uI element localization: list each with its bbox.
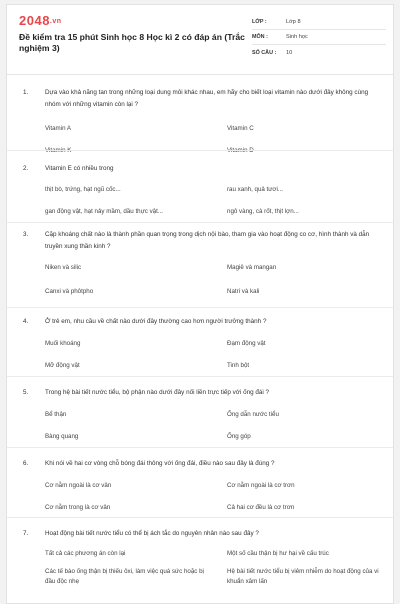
question-text: 7. Hoạt động bài tiết nước tiểu có thể bị ách tắc do nguyên nhân nào sau đây ?	[23, 528, 379, 540]
meta-value: Sinh học	[286, 34, 308, 40]
question-text: 5. Trong hệ bài tiết nước tiểu, bộ phận nào dưới đây nối liền trực tiếp với ống đái ?	[23, 387, 379, 399]
answer-option[interactable]: Ống dẫn nước tiểu	[227, 411, 279, 418]
meta-row-subject	[252, 30, 386, 45]
document-header	[7, 5, 393, 69]
question-5	[7, 376, 393, 447]
answer-option[interactable]: rau xanh, quả tươi...	[227, 186, 284, 193]
answer-option[interactable]: Một số cầu thận bị hư hại về cấu trúc	[227, 550, 329, 557]
answer-option[interactable]: Vitamin K	[45, 147, 72, 154]
question-number: 6.	[23, 460, 29, 467]
meta-row-grade	[252, 15, 386, 30]
question-number: 1.	[23, 89, 29, 96]
meta-value: 10	[286, 49, 293, 56]
question-number: 3.	[23, 231, 29, 238]
answer-options	[23, 185, 379, 217]
logo-text: 2048	[19, 13, 50, 28]
logo-tld: .vn	[49, 18, 62, 26]
answer-option[interactable]: Hệ bài tiết nước tiểu bị viêm nhiễm do hoạt động của vi khuẩn xâm lấn	[227, 568, 379, 585]
answer-option[interactable]: Mỡ động vật	[45, 362, 80, 369]
answer-options	[23, 481, 379, 513]
answer-option[interactable]: gan động vật, hạt nảy mầm, dầu thực vật...	[45, 208, 163, 215]
question-text: 1. Dựa vào khả năng tan trong những loại dung môi khác nhau, em hãy cho biết loại vitamin nào dưới đây không cùng nhóm với những vitamin còn lại ?	[23, 89, 369, 108]
question-4	[7, 307, 393, 376]
answer-option[interactable]: Ống góp	[227, 433, 251, 440]
answer-options	[23, 549, 379, 587]
question-text: 2. Vitamin E có nhiều trong	[23, 163, 379, 175]
answer-option[interactable]: Cơ nằm ngoài là cơ vân	[45, 482, 112, 489]
answer-options	[23, 263, 379, 297]
answer-option[interactable]: Natri và kali	[227, 288, 260, 295]
meta-label: SỐ CÂU :	[252, 49, 277, 56]
answer-option[interactable]: ngô vàng, cà rốt, thịt lợn...	[227, 208, 299, 215]
answer-option[interactable]: Cơ nằm ngoài là cơ trơn	[227, 482, 295, 489]
question-number: 5.	[23, 389, 29, 396]
question-2	[7, 150, 393, 222]
meta-row-count	[252, 45, 386, 60]
question-text: 3. Cặp khoáng chất nào là thành phần quan trọng trong dịch nội bào, tham gia vào hoạt động co cơ, hình thành và dẫn truyền xung thần kinh ?	[23, 231, 370, 250]
answer-option[interactable]: Niken và silic	[45, 264, 82, 271]
answer-options	[23, 410, 379, 442]
answer-option[interactable]: Các tế bào ống thận bị thiếu ôxi, làm việc quá sức hoặc bị đầu độc nhẹ	[45, 568, 204, 585]
question-number: 2.	[23, 165, 29, 172]
question-text: 6. Khi nói về hai cơ vòng chỗ bóng đái thông với ống đái, điều nào sau đây là đúng ?	[23, 458, 379, 470]
answer-option[interactable]: Đạm động vật	[227, 340, 266, 347]
meta-value: Lớp 8	[286, 19, 301, 25]
answer-option[interactable]: Vitamin A	[45, 125, 72, 132]
test-meta-table	[252, 15, 386, 60]
answer-option[interactable]: Cơ nằm trong là cơ vân	[45, 504, 111, 511]
question-number: 4.	[23, 318, 29, 325]
meta-label: LỚP :	[252, 19, 267, 25]
answer-option[interactable]: Tất cả các phương án còn lại	[45, 550, 126, 557]
answer-option[interactable]: thịt bò, trứng, hạt ngũ cốc...	[45, 186, 121, 193]
answer-option[interactable]: Vitamin C	[227, 125, 254, 132]
answer-option[interactable]: Bể thận	[45, 411, 67, 418]
answer-option[interactable]: Bàng quang	[45, 433, 79, 440]
answer-options	[23, 339, 379, 371]
answer-option[interactable]: Vitamin D	[227, 147, 254, 154]
question-list	[7, 75, 393, 602]
question-7	[7, 517, 393, 602]
answer-option[interactable]: Canxi và phôtpho	[45, 288, 94, 295]
answer-option[interactable]: Tinh bột	[227, 362, 250, 369]
question-text: 4. Ở trẻ em, nhu cầu về chất nào dưới đây thường cao hơn người trưởng thành ?	[23, 316, 379, 328]
answer-option[interactable]: Cả hai cơ đều là cơ trơn	[227, 504, 295, 511]
answer-option[interactable]: Magiê và mangan	[227, 264, 277, 271]
meta-label: MÔN :	[252, 34, 268, 40]
page-title: Đề kiểm tra 15 phút Sinh học 8 Học kì 2 có đáp án (Trắc nghiệm 3)	[19, 32, 245, 53]
question-3	[7, 222, 393, 307]
document-page	[6, 4, 394, 604]
question-number: 7.	[23, 530, 29, 537]
answer-option[interactable]: Muối khoáng	[45, 340, 81, 347]
question-6	[7, 447, 393, 517]
question-1	[7, 75, 393, 154]
